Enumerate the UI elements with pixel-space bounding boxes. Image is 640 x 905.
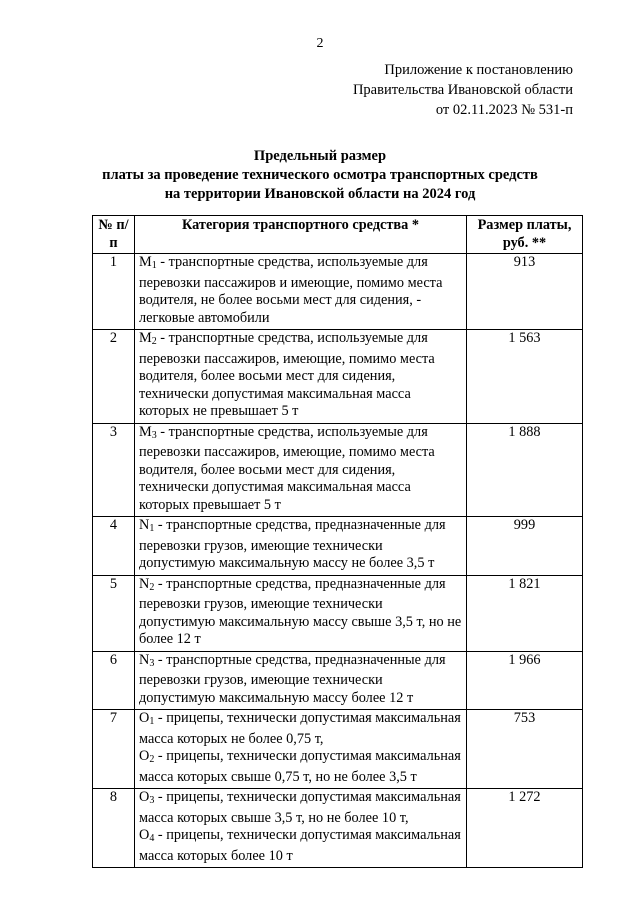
category-subscript: 1 [149, 523, 155, 534]
table-row [93, 710, 583, 789]
table-row [93, 789, 583, 868]
category-code: O [139, 789, 150, 805]
row-category [135, 330, 467, 424]
row-category [135, 651, 467, 710]
appendix-line-1: Приложение к постановлению [384, 62, 573, 78]
category-description: - прицепы, технически допустимая максимальная масса которых свыше 3,5 т, но не более 10 т, [139, 789, 461, 826]
category-subscript: 2 [151, 336, 157, 347]
row-category [135, 254, 467, 330]
category-code: N [139, 575, 150, 592]
header-fee: Размер платы, руб. ** [467, 216, 583, 254]
row-number: 6 [93, 651, 135, 710]
category-code: M [139, 254, 152, 270]
row-fee: 753 [467, 710, 583, 789]
category-description: - транспортные средства, предназначенные для перевозки грузов, имеющие технически допустимую максимальную массу свыше 3,5 т, но не более 12 т [139, 575, 462, 647]
category-subscript: 3 [149, 657, 155, 669]
row-number: 4 [93, 517, 135, 576]
category-description: - прицепы, технически допустимая максимальная масса которых более 10 т [139, 827, 461, 864]
category-code: O [139, 827, 150, 843]
row-category [135, 575, 467, 651]
appendix-note [353, 60, 573, 120]
header-number: № п/п [93, 216, 135, 254]
category-description: - транспортные средства, предназначенные для перевозки грузов, имеющие технически допустимую максимальную массу более 12 т [139, 651, 446, 706]
document-title [0, 147, 640, 204]
category-description: - транспортные средства, предназначенные для перевозки грузов, имеющие технически допустимую максимальную массу не более 3,5 т [139, 517, 446, 571]
page-number: 2 [316, 36, 324, 51]
table-row [93, 254, 583, 330]
row-fee: 913 [467, 254, 583, 330]
category-code: M [139, 330, 152, 346]
table-row [93, 575, 583, 651]
table-header-row [93, 216, 583, 254]
row-number: 7 [93, 710, 135, 789]
category-subscript: 1 [149, 716, 155, 727]
title-line-2: платы за проведение технического осмотра транспортных средств [102, 167, 538, 183]
category-code: M [139, 423, 152, 440]
category-subscript: 1 [151, 260, 157, 271]
row-number: 8 [93, 789, 135, 868]
title-line-1: Предельный размер [253, 148, 387, 164]
row-fee: 1 888 [467, 423, 583, 517]
category-description: - транспортные средства, используемые для перевозки пассажиров и имеющие, помимо места водителя, не более восьми мест для сидения, - легковые автомобили [139, 254, 443, 326]
row-category [135, 517, 467, 576]
fee-table [92, 215, 583, 868]
appendix-line-3: от 02.11.2023 № 531-п [435, 102, 573, 118]
category-description: - прицепы, технически допустимая максимальная масса которых не более 0,75 т, [139, 710, 461, 747]
row-category [135, 710, 467, 789]
title-line-3: на территории Ивановской области на 2024 год [164, 186, 476, 202]
row-fee: 999 [467, 517, 583, 576]
row-fee: 1 272 [467, 789, 583, 868]
row-number: 5 [93, 575, 135, 651]
category-description: - прицепы, технически допустимая максимальная масса которых свыше 0,75 т, но не более 3,5 т [139, 748, 461, 785]
category-subscript: 2 [149, 581, 155, 593]
category-code: N [139, 517, 150, 533]
row-fee: 1 821 [467, 575, 583, 651]
category-code: O [139, 710, 150, 726]
header-category: Категория транспортного средства * [135, 216, 467, 254]
appendix-line-2: Правительства Ивановской области [352, 82, 573, 98]
row-category [135, 423, 467, 517]
category-subscript: 3 [149, 795, 155, 806]
table-row [93, 517, 583, 576]
row-fee: 1 966 [467, 651, 583, 710]
category-subscript: 4 [149, 833, 155, 844]
category-subscript: 3 [151, 429, 157, 441]
category-subscript: 2 [149, 754, 155, 765]
category-description: - транспортные средства, используемые для перевозки пассажиров, имеющие, помимо места водителя, более восьми мест для сидения, технически допустимая максимальная масса которых превышает 5 т [139, 423, 435, 513]
category-code: O [139, 748, 150, 764]
category-description: - транспортные средства, используемые для перевозки пассажиров, имеющие, помимо места водителя, более восьми мест для сидения, технически допустимая максимальная масса которых не превышает 5 т [139, 330, 435, 419]
category-code: N [139, 651, 150, 668]
row-number: 3 [93, 423, 135, 517]
row-category [135, 789, 467, 868]
row-fee: 1 563 [467, 330, 583, 424]
table-row [93, 423, 583, 517]
table-row [93, 651, 583, 710]
row-number: 2 [93, 330, 135, 424]
row-number: 1 [93, 254, 135, 330]
table-row [93, 330, 583, 424]
